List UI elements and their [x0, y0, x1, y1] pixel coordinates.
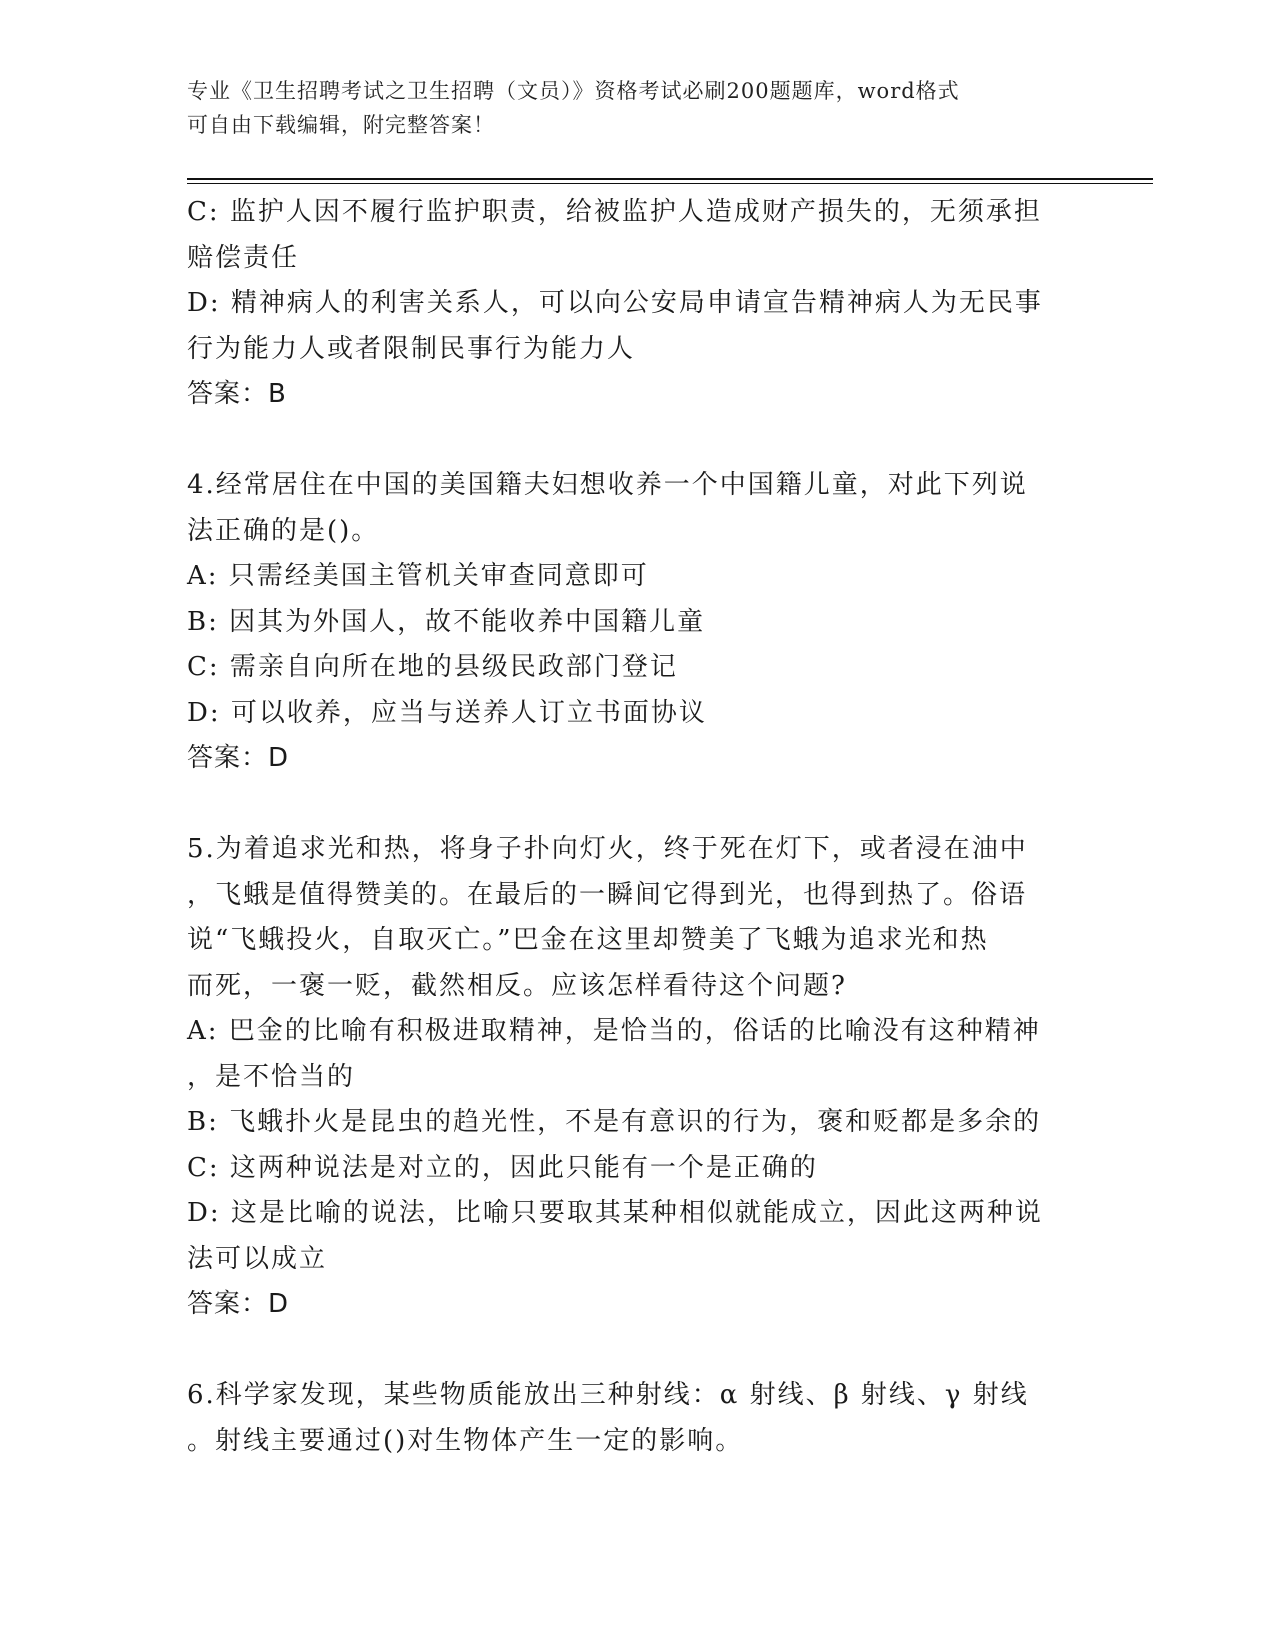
option-d-line-1: D: 精神病人的利害关系人，可以向公安局申请宣告精神病人为无民事: [187, 288, 1043, 318]
question-6: [187, 1373, 1087, 1464]
question-stem-line-2: ，飞蛾是值得赞美的。在最后的一瞬间它得到光，也得到热了。俗语: [187, 879, 1028, 910]
answer-3: 答案：B: [187, 379, 287, 409]
question-5: [187, 827, 1087, 1328]
option-d: D: 可以收养，应当与送养人订立书面协议: [187, 697, 707, 728]
spacer: [187, 1328, 1087, 1374]
spacer: [187, 418, 1087, 464]
header-line-2: 可自由下载编辑，附完整答案！: [187, 113, 495, 137]
option-b: B: 飞蛾扑火是昆虫的趋光性，不是有意识的行为，褒和贬都是多余的: [187, 1107, 1042, 1137]
option-d-line-2: 法可以成立: [187, 1243, 328, 1274]
spacer: [187, 782, 1087, 828]
question-stem-line-1: 4.经常居住在中国的美国籍夫妇想收养一个中国籍儿童，对此下列说: [187, 470, 1028, 500]
question-stem-line-4: 而死，一褒一贬，截然相反。应该怎样看待这个问题?: [187, 970, 847, 1001]
option-c-line-1: C: 监护人因不履行监护职责，给被监护人造成财产损失的，无须承担: [187, 197, 1042, 227]
answer-4: 答案：D: [187, 743, 290, 773]
option-a: A: 只需经美国主管机关审查同意即可: [187, 561, 649, 591]
header-divider-thick: [187, 178, 1153, 180]
question-3-tail: [187, 190, 1087, 418]
question-stem-line-2: 。射线主要通过()对生物体产生一定的影响。: [187, 1425, 744, 1456]
question-4: [187, 463, 1087, 782]
question-stem-line-2: 法正确的是()。: [187, 515, 380, 546]
document-body: [187, 190, 1087, 1464]
option-b: B: 因其为外国人，故不能收养中国籍儿童: [187, 606, 706, 637]
option-d-line-1: D: 这是比喻的说法，比喻只要取其某种相似就能成立，因此这两种说: [187, 1198, 1043, 1228]
option-a-line-2: ，是不恰当的: [187, 1061, 356, 1092]
answer-5: 答案：D: [187, 1289, 290, 1319]
question-stem-line-3: 说“飞蛾投火，自取灭亡。”巴金在这里却赞美了飞蛾为追求光和热: [187, 925, 989, 955]
header-line-1: 专业《卫生招聘考试之卫生招聘（文员）》资格考试必刷200题题库，word格式: [187, 79, 960, 103]
option-c: C: 需亲自向所在地的县级民政部门登记: [187, 652, 678, 682]
option-a-line-1: A: 巴金的比喻有积极进取精神，是恰当的，俗话的比喻没有这种精神: [187, 1016, 1041, 1046]
header-divider-thin: [187, 183, 1153, 184]
option-d-line-2: 行为能力人或者限制民事行为能力人: [187, 333, 636, 364]
document-header: [187, 74, 1087, 142]
option-c-line-2: 赔偿责任: [187, 242, 300, 273]
option-c: C: 这两种说法是对立的，因此只能有一个是正确的: [187, 1152, 818, 1183]
question-stem-line-1: 6.科学家发现，某些物质能放出三种射线：α 射线、β 射线、γ 射线: [187, 1380, 1029, 1410]
question-stem-line-1: 5.为着追求光和热，将身子扑向灯火，终于死在灯下，或者浸在油中: [187, 834, 1028, 864]
